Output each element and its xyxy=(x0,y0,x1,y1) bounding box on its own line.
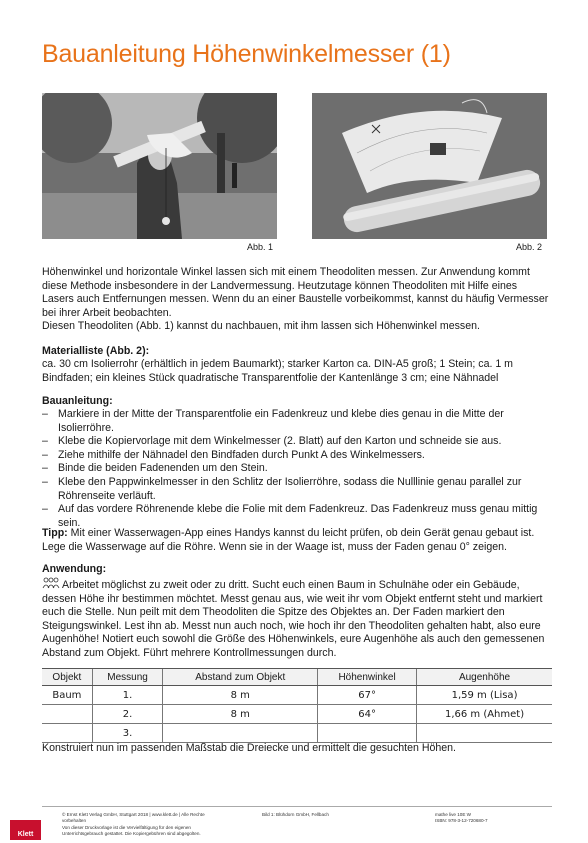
materials-text: ca. 30 cm Isolierrohr (erhältlich in jedem Baumarkt); starker Karton ca. DIN-A5 groß; 1 Stein; ca. 1 m Bindfaden; ein kleines Stück quadratische Transparentfolie der Kantenlänge 3 cm; eine Nähnadel xyxy=(42,358,514,384)
table-cell: 1,66 m (Ahmet) xyxy=(417,705,552,724)
application-heading: Anwendung: xyxy=(42,563,107,575)
instructions-heading: Bauanleitung: xyxy=(42,395,113,407)
measurement-table xyxy=(42,668,552,743)
instruction-step: – Auf das vordere Röhrenende klebe die Folie mit dem Fadenkreuz. Das Fadenkreuz muss genau mittig sein. xyxy=(42,503,552,530)
table-cell: 2. xyxy=(92,705,163,724)
tip-text: Mit einer Wasserwagen-App eines Handys kannst du leicht prüfen, ob dein Gerät genau gebaut ist. Lege die Wasserwage auf die Röhre. Wenn sie in der Waage ist, muss der Faden genau 0° zeigen. xyxy=(42,527,535,553)
instruction-step: – Klebe die Kopiervorlage mit dem Winkelmesser (2. Blatt) auf den Karton und schneide sie aus. xyxy=(42,435,552,449)
photo-theodolite-in-use xyxy=(42,93,277,239)
table-cell xyxy=(42,724,92,743)
footer-image-credit: Bild 1: Blühdorn GmbH, Fellbach xyxy=(262,812,329,817)
application-text: Arbeitet möglichst zu zweit oder zu dritt. Sucht euch einen Baum in Schulnähe oder ein Gebäude, dessen Höhe ihr bestimmen möchtet. Messt genau aus, wie weit ihr vom Objekt entfernt steht und markiert euch die Stelle. Nun peilt mit dem Theodoliten die Spitze des Objektes an. Der Faden markiert den Steigungswinkel. Lest ihn ab. Messt nun auch noch, wie hoch ihr den Theodoliten gehalten habt, also eure Augenhöhe! Notiert euch sowohl die Größe des Höhenwinkels, eure Augenhöhe als auch den gemessenen Abstand zum Objekt. Führt mehrere Kontrollmessungen durch. xyxy=(42,579,545,659)
tip-label: Tipp: xyxy=(42,527,68,539)
figure-caption-1: Abb. 1 xyxy=(247,242,274,252)
instruction-step: – Binde die beiden Fadenenden um den Stein. xyxy=(42,462,552,476)
photo-materials xyxy=(312,93,547,239)
table-header: Messung xyxy=(92,669,163,686)
table-cell xyxy=(42,705,92,724)
table-cell: 1,59 m (Lisa) xyxy=(417,686,552,705)
instructions-list xyxy=(42,408,552,530)
intro-text: Höhenwinkel und horizontale Winkel lassen sich mit einem Theodoliten messen. Zur Anwendung kommt diese Methode insbesondere in der Landvermessung. Heutzutage können Theodoliten mit Hilfe eines Lasers auch Entfernungen messen. Wenn du an einer Baustelle vorbeikommst, kannst du häufig Vermesser bei ihrer Arbeit beobachten. xyxy=(42,266,549,319)
table-cell: 3. xyxy=(92,724,163,743)
table-cell xyxy=(163,724,318,743)
table-cell xyxy=(318,724,417,743)
footer-copyright: © Ernst Klett Verlag GmbH, Stuttgart 2018 | www.klett.de | Alle Rechte vorbehalten Von dieser Druckvorlage ist die Vervielfältigung für den eigenen Unterrichtsgebrauch gestattet. Die Kopiergebühren sind abgegolten. xyxy=(62,812,205,837)
klett-logo: Klett xyxy=(10,820,41,840)
instruction-step: – Markiere in der Mitte der Transparentfolie ein Fadenkreuz und klebe dies genau in die Mitte der Isolierröhre. xyxy=(42,408,552,435)
table-cell: 1. xyxy=(92,686,163,705)
intro-text-2: Diesen Theodoliten (Abb. 1) kannst du nachbauen, mit ihm lassen sich Höhenwinkel messen. xyxy=(42,320,480,333)
footer-divider xyxy=(42,806,552,807)
materials-heading: Materialliste (Abb. 2): xyxy=(42,345,150,357)
table-cell: 67° xyxy=(318,686,417,705)
table-header: Objekt xyxy=(42,669,92,686)
instruction-step: – Klebe den Pappwinkelmesser in den Schlitz der Isolierröhre, sodass die Nulllinie genau parallel zur Röhrenseite verläuft. xyxy=(42,476,552,503)
intro-paragraph xyxy=(42,266,550,334)
table-header: Höhenwinkel xyxy=(318,669,417,686)
table-row xyxy=(42,705,552,724)
table-cell: 64° xyxy=(318,705,417,724)
application-paragraph xyxy=(42,577,550,661)
instruction-step: – Ziehe mithilfe der Nähnadel den Bindfaden durch Punkt A des Winkelmessers. xyxy=(42,449,552,463)
closing-text: Konstruiert nun im passenden Maßstab die Dreiecke und ermittelt die gesuchten Höhen. xyxy=(42,742,456,754)
table-cell: 8 m xyxy=(163,705,318,724)
table-cell: 8 m xyxy=(163,686,318,705)
figure-caption-2: Abb. 2 xyxy=(516,242,543,252)
group-work-icon xyxy=(42,577,60,589)
table-row xyxy=(42,686,552,705)
footer-isbn: mathe live 10E W ISBN: 978-3-12-720680-7 xyxy=(435,812,488,824)
tip-paragraph xyxy=(42,527,550,554)
page-title: Bauanleitung Höhenwinkelmesser (1) xyxy=(42,40,451,68)
table-header: Abstand zum Objekt xyxy=(163,669,318,686)
table-cell xyxy=(417,724,552,743)
table-row xyxy=(42,724,552,743)
table-header: Augenhöhe xyxy=(417,669,552,686)
table-header-row xyxy=(42,669,552,686)
table-cell: Baum xyxy=(42,686,92,705)
